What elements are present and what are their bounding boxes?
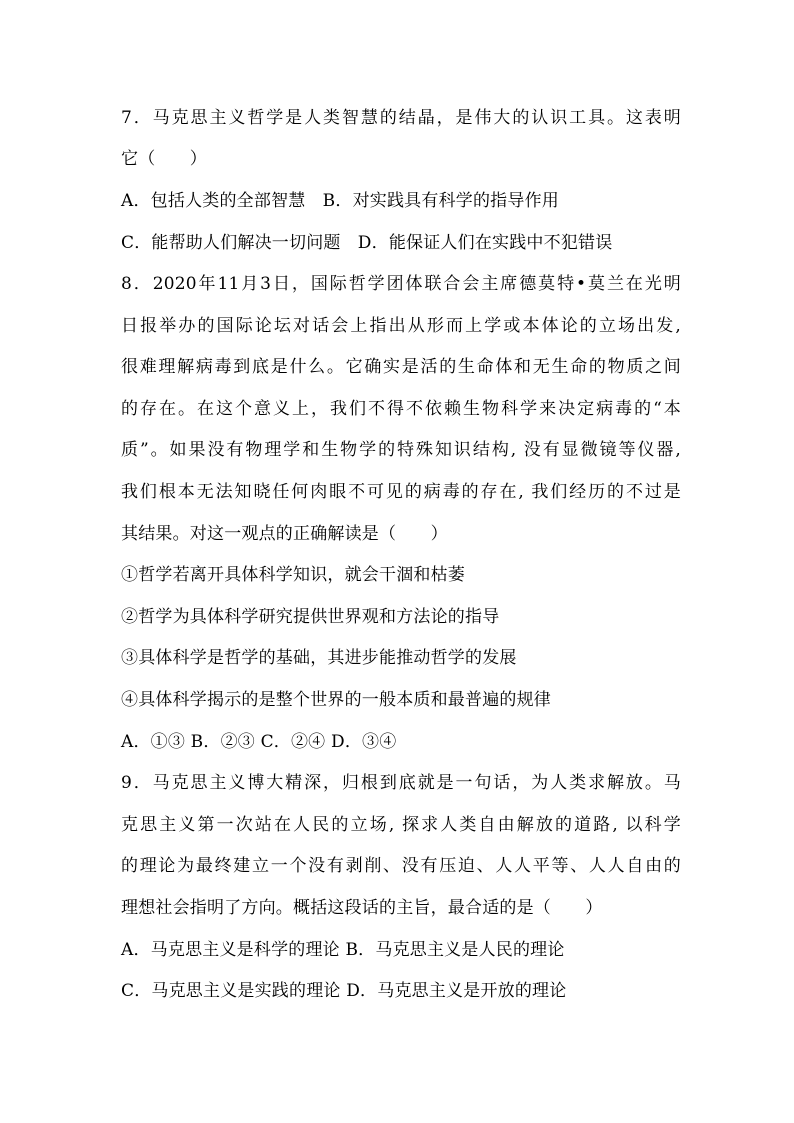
q8-stem-line-3: 很难理解病毒到底是什么。它确实是活的生命体和无生命的物质之间 (121, 357, 681, 377)
q8-statement-2: ②哲学为具体科学研究提供世界观和方法论的指导 (121, 607, 500, 627)
q9-stem-line-4: 理想社会指明了方向。概括这段话的主旨，最合适的是（ ） (121, 898, 603, 918)
q9-options-cd: C．马克思主义是实践的理论 D．马克思主义是开放的理论 (121, 981, 567, 1001)
q7-options-ab: A．包括人类的全部智慧 B．对实践具有科学的指导作用 (121, 191, 559, 211)
q8-options: A．①③ B．②③ C．②④ D．③④ (121, 732, 397, 752)
q9-stem-line-1: 9．马克思主义博大精深，归根到底就是一句话，为人类求解放。马 (121, 773, 681, 793)
q9-stem-line-3: 的理论为最终建立一个没有剥削、没有压迫、人人平等、人人自由的 (121, 856, 681, 876)
q8-stem-line-7: 其结果。对这一观点的正确解读是（ ） (121, 524, 448, 544)
q8-stem-line-1: 8．2020年11月3日，国际哲学团体联合会主席德莫特•莫兰在光明 (121, 274, 681, 294)
q8-statement-4: ④具体科学揭示的是整个世界的一般本质和最普遍的规律 (121, 690, 551, 710)
q8-stem-line-6: 我们根本无法知晓任何肉眼不可见的病毒的存在, 我们经历的不过是 (121, 482, 681, 502)
q7-stem-line-2: 它（ ） (121, 149, 207, 169)
q7-options-cd: C．能帮助人们解决一切问题 D．能保证人们在实践中不犯错误 (121, 233, 613, 253)
q9-stem-line-2: 克思主义第一次站在人民的立场, 探求人类自由解放的道路, 以科学 (121, 815, 681, 835)
q8-stem-line-5: 质”。如果没有物理学和生物学的特殊知识结构, 没有显微镜等仪器, (121, 440, 681, 460)
q8-stem-line-2: 日报举办的国际论坛对话会上指出从形而上学或本体论的立场出发, (121, 316, 681, 336)
q8-statement-3: ③具体科学是哲学的基础，其进步能推动哲学的发展 (121, 648, 517, 668)
q9-options-ab: A．马克思主义是科学的理论 B．马克思主义是人民的理论 (121, 940, 565, 960)
q7-stem-line-1: 7．马克思主义哲学是人类智慧的结晶，是伟大的认识工具。这表明 (121, 108, 681, 128)
q8-stem-line-4: 的存在。在这个意义上，我们不得不依赖生物科学来决定病毒的“本 (121, 399, 681, 419)
q8-statement-1: ①哲学若离开具体科学知识，就会干涸和枯萎 (121, 565, 465, 585)
